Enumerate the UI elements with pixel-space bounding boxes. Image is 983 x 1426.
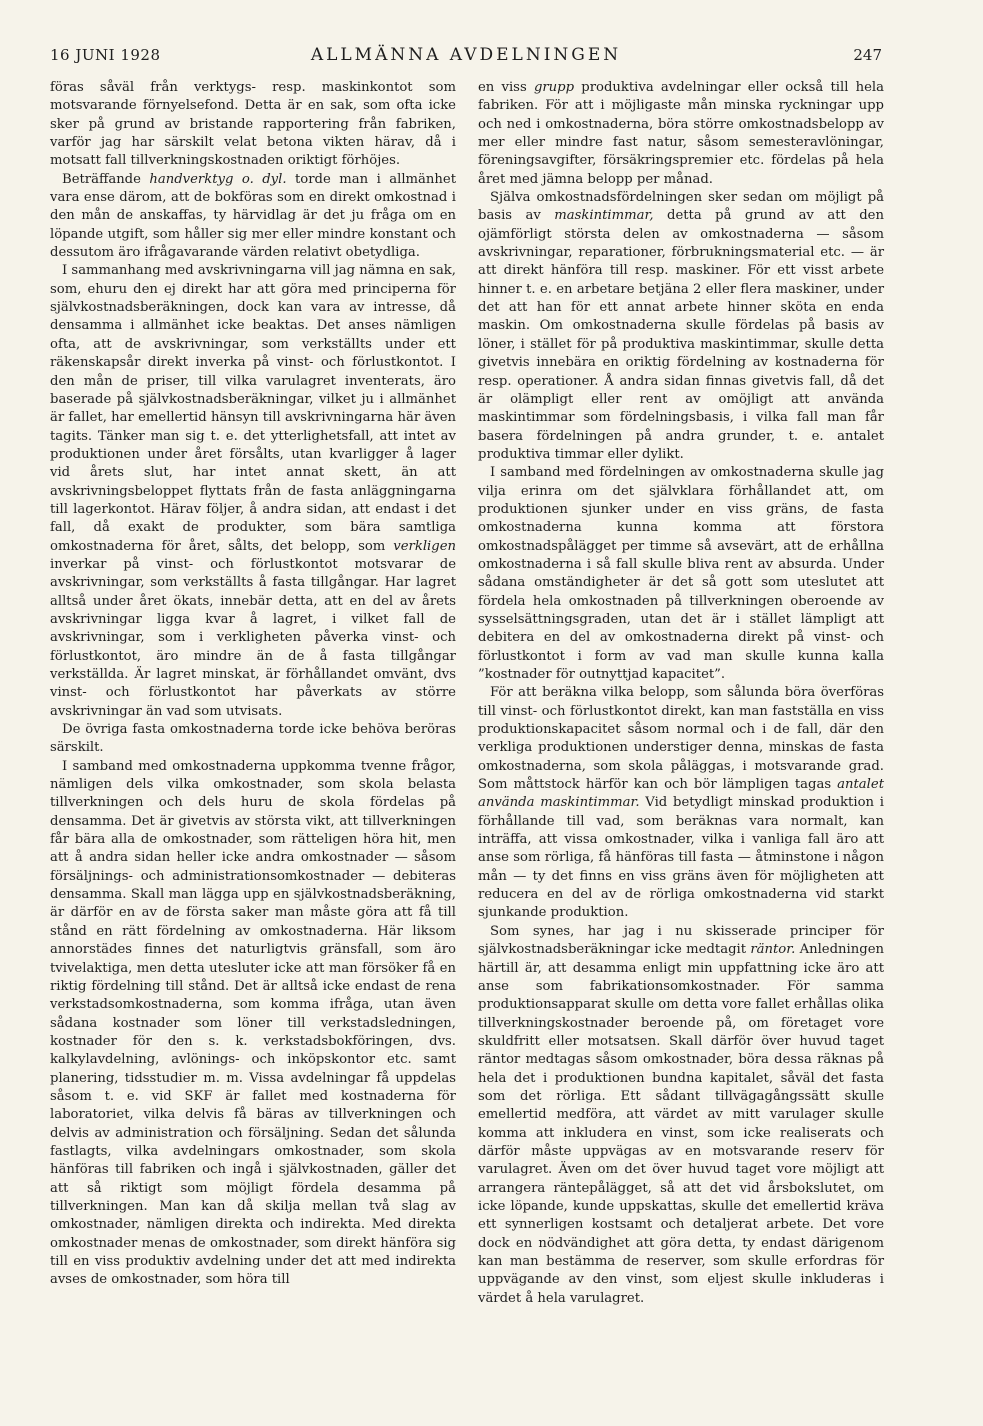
paragraph [50,721,456,758]
emphasized-text: grupp [533,80,575,95]
emphasized-text: räntor. [750,942,796,958]
text-run: För att beräkna vilka belopp, som sålunda böra överföras till vinst- och förlustkontot direkt, kan man fastställa en viss produktionskapacitet såsom normal och i de fall, där den verkliga produktionen understiger denna, minskas de fasta omkostnaderna, som skola påläggas, i motsvarande grad. Som måttstock härför kan och bör lämpligen tagas [478,685,884,793]
text-run: produktiva avdelningar eller också till hela fabriken. För att i möjligaste mån minska ryckningar upp och ned i omkostnaderna, böra större omkostnadsbelopp av mer eller mindre fast natur, såsom semesteravlöningar, föreningsavgifter, försäkringspremier etc. fördelas på hela året med jämna belopp per månad. [478,80,884,187]
paragraph [478,79,884,189]
text-run: föras såväl från verktygs- resp. maskinkontot som motsvarande förnyelsefond. Detta är en sak, som ofta icke sker på grund av bristande rapportering från fabriken, varför jag har särskilt velat betona vikten härav, då i motsatt fall tillverkningskostnaden oriktigt förhöjes. [50,80,456,169]
left-column [50,79,456,1290]
text-run: detta på grund av att den ojämförligt största delen av omkostnaderna — såsom avskrivningar, reparationer, förbrukningsmaterial etc. — är att direkt hänföra till resp. maskiner. För ett visst arbete hinner t. e. en arbetare betjäna 2 eller flera maskiner, under det att han för ett annat arbete hinner sköta en enda maskin. Om omkostnaderna skulle fördelas på basis av löner, i stället för på produktiva maskintimmar, skulle detta givetvis innebära en oriktig fördelning av kostnaderna för resp. operationer. Å andra sidan finnas givetvis fall, då det är olämpligt eller rent av omöjligt att använda maskintimmar som fördelningsbasis, i vilka fall man får basera fördelningen på andra grunder, t. e. antalet produktiva timmar eller dylikt. [478,208,884,462]
text-run: De övriga fasta omkostnaderna torde icke behöva beröras särskilt. [50,722,456,756]
paragraph [478,684,884,922]
paragraph [478,923,884,1308]
header-date: 16 JUNI 1928 [50,46,161,64]
text-run: torde man i allmänhet vara ense därom, att de bokföras som en direkt omkostnad i den mån de anskaffas, ty härvidlag är det ju fråga om en löpande utgift, som håller sig mer eller mindre konstant och dessutom äro ifrågavarande värden relativt obetydliga. [50,171,456,261]
text-run: Anledningen härtill är, att desamma enligt min uppfattning icke äro att anse som fabrikationsomkostnader. För samma produktionsapparat skulle om detta vore fallet erhållas olika tillverkningskostnader beroende på, om företaget vore skuldfritt eller motsatsen. Skall därför över huvud taget räntor medtagas såsom omkostnader, böra dessa räknas på hela det i produktionen bundna kapitalet, såväl det fasta som det rörliga. Ett sådant tillvägagångssätt skulle emellertid medföra, att värdet av mitt varulager skulle komma att inkludera en vinst, som icke realiserats och därför måste uppvägas av en motsvarande reserv för varulagret. Även om det över huvud taget vore möjligt att arrangera räntepålägget, så att det vid årsbokslutet, om icke löpande, kunde uppskattas, skulle det emellertid kräva ett synnerligen kostsamt och detaljerat arbete. Det vore dock en nödvändighet att göra detta, ty endast därigenom kan man bestämma de reserver, som skulle erfordras för uppvägande av den vinst, som eljest skulle inkluderas i värdet å hela varulagret. [478,942,884,1306]
text-run: en viss [478,80,534,95]
text-run: I samband med omkostnaderna uppkomma tvenne frågor, nämligen dels vilka omkostnader, som skola belasta tillverkningen och dels huru de skola fördelas på densamma. Det är givetvis av största vikt, att tillverkningen får bära alla de omkostnader, som rätteligen höra hit, men att å andra sidan heller icke andra omkostnader — såsom försäljnings- och administrationsomkostnader — debiteras densamma. Skall man lägga upp en självkostnadsberäkning, är därför en av de första saker man måste göra att få till stånd en rätt fördelning av omkostnaderna. Här liksom annorstädes finnes det naturligtvis gränsfall, som äro tvivelaktiga, men detta utesluter icke att man försöker få en riktig fördelning till stånd. Det är alltså icke endast de rena verkstadsomkostnaderna, som komma ifråga, utan även sådana kostnader som löner till verkstadsledningen, kostnader för den s. k. verkstadsbokföringen, dvs. kalkylavdelning, avlönings- och inköpskontor etc. samt planering, tidsstudier m. m. Vissa avdelningar få uppdelas såsom t. e. vid SKF är fallet med kostnaderna för laboratoriet, vilka delvis få bäras av tillverkningen och delvis av administration och försäljning. Sedan det sålunda fastlagts, vilka avdelningars omkostnader, som skola hänföras till fabriken och ingå i självkostnaden, gäller det att så riktigt som möjligt fördela desamma på tillverkningen. Man kan då skilja mellan två slag av omkostnader, nämligen direkta och indirekta. Med direkta omkostnader menas de omkostnader, som direkt hänföra sig till en viss produktiv avdelning under det att med indirekta avses de omkostnader, som höra till [50,758,456,1288]
page-number: 247 [853,46,882,64]
text-run: Själva omkostnadsfördelningen sker sedan om möjligt på basis av [478,190,884,224]
paragraph [50,758,456,1290]
emphasized-text: verkligen [393,538,456,554]
column-gutter [467,79,468,1319]
text-run: inverkar på vinst- och förlustkontot motsvarar de avskrivningar, som verkställts å fasta tillgångar. Har lagret alltså under året ökats, innebär detta, att en del av årets avskrivningar ligga kvar å lagret, i vilket fall de avskrivningar, som i verkligheten påverka vinst- och förlustkontot, äro mindre än de å fasta tillgångar verkställda. Är lagret minskat, är förhållandet omvänt, dvs vinst- och förlustkontot har påverkats av större avskrivningar än vad som utvisats. [50,556,456,719]
paragraph [50,171,456,263]
emphasized-text: maskintimmar, [554,208,654,224]
text-run: Beträffande [62,171,150,187]
text-run: Vid betydligt minskad produktion i förhållande till vad, som beräknas vara normalt, kan inträffa, att vissa omkostnader, vilka i vanliga fall äro att anse som rörliga, få hänföras till fasta — åtminstone i någon mån — ty det finns en viss gräns även för möjligheten att reducera en del av de rörliga omkostnaderna vid starkt sjunkande produktion. [478,795,884,921]
text-run: I samband med fördelningen av omkostnaderna skulle jag vilja erinra om det självklara förhållandet att, om produktionen sjunker under en viss gräns, de fasta omkostnaderna kunna komma att förstora omkostnadspålägget per timme så avsevärt, att de erhållna omkostnaderna i så fall skulle bliva rent av absurda. Under sådana omständigheter är det så gott som uteslutet att fördela hela omkostnaden på tillverkningen oberoende av sysselsättningsgraden, utan det är i stället lämpligt att debitera en del av omkostnaderna direkt på vinst- och förlustkontot i form av vad man skulle kunna kalla ”kostnader för outnyttjad kapacitet”. [478,465,884,682]
paragraph [478,189,884,464]
page-header [50,44,882,70]
right-column [478,79,884,1308]
paragraph [478,464,884,684]
paragraph [50,262,456,721]
emphasized-text: handverktyg o. dyl. [149,171,287,187]
paragraph [50,79,456,171]
text-run: Som synes, har jag i nu skisserade principer för självkostnadsberäkningar icke medtagit [478,923,884,958]
text-run: I sammanhang med avskrivningarna vill jag nämna en sak, som, ehuru den ej direkt har att göra med principerna för självkostnadsberäkningen, dock kan vara av intresse, då densamma i allmänhet icke beaktas. Det anses nämligen ofta, att de avskrivningar, som verkställts under ett räkenskapsår direkt inverka på vinst- och förlustkontot. I den mån de priser, till vilka varulagret inventerats, äro baserade på självkostnadsberäkningar, vilket ju i allmänhet är fallet, har emellertid hänsyn till avskrivningarna här även tagits. Tänker man sig t. e. det ytterlighetsfall, att intet av produktionen under året försålts, utan kvarligger å lager vid årets slut, har intet annat skett, än att avskrivningsbeloppet flyttats från de fasta anläggningarna till lagerkontot. Härav följer, å andra sidan, att endast i det fall, då exakt de produkter, som bära samtliga omkostnaderna för året, sålts, det belopp, som [50,263,456,554]
section-title: ALLMÄNNA AVDELNINGEN [310,45,622,65]
emphasized-text: antalet använda maskintimmar. [478,777,884,811]
